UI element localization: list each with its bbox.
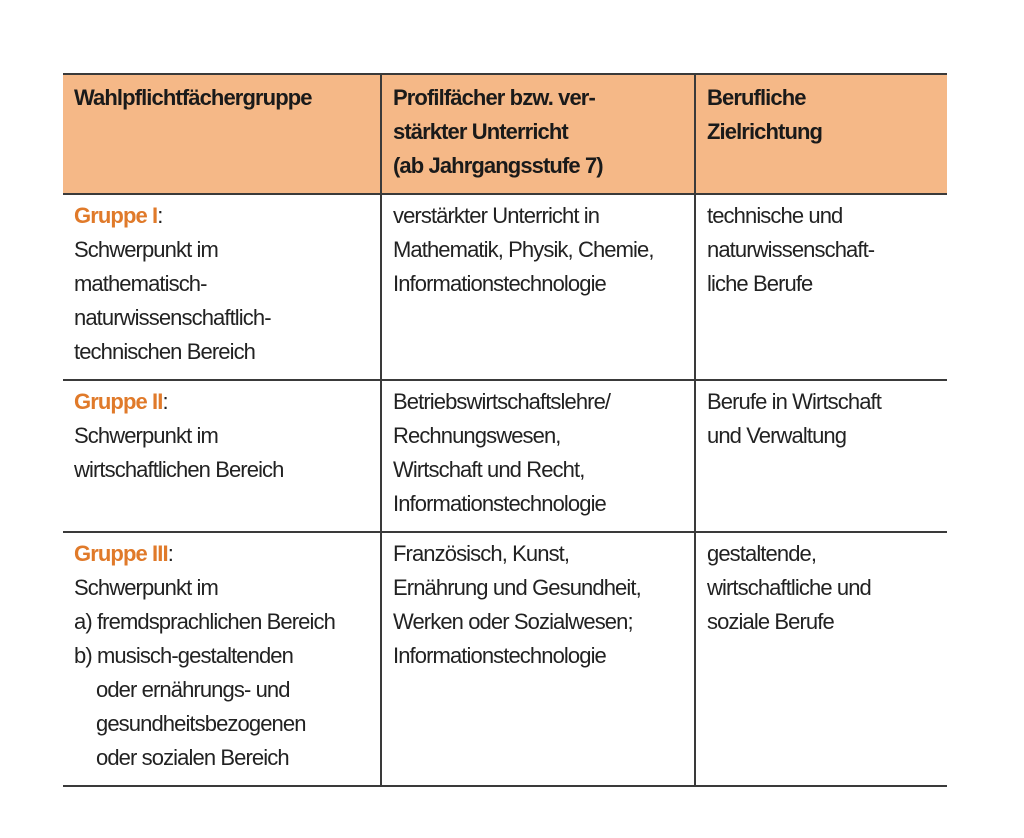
cell-text-line: Schwerpunkt im: [74, 423, 218, 448]
cell-text-line: und Verwaltung: [707, 423, 847, 448]
cell-text-line: Ernährung und Gesundheit,: [393, 575, 641, 600]
cell-text-line: naturwissenschaftlich-: [74, 305, 271, 330]
header-text-line: (ab Jahrgangsstufe 7): [393, 153, 603, 178]
subjects-cell: [381, 532, 695, 786]
header-group: [63, 74, 381, 194]
cell-text-line: Französisch, Kunst,: [393, 541, 570, 566]
cell-text-line: gesundheitsbezogenen: [96, 711, 306, 736]
cell-text-line: oder ernährungs- und: [96, 677, 290, 702]
group-label: Gruppe I:: [74, 203, 163, 228]
cell-text-line: Informationstechnologie: [393, 643, 606, 668]
table-row: [63, 380, 947, 532]
cell-text-line: Schwerpunkt im: [74, 237, 218, 262]
group-cell: [63, 194, 381, 380]
cell-text-line: verstärkter Unterricht in: [393, 203, 600, 228]
careers-cell: [695, 194, 947, 380]
cell-text-line: liche Berufe: [707, 271, 813, 296]
cell-text-line: Informationstechnologie: [393, 271, 606, 296]
careers-cell: [695, 380, 947, 532]
header-text-line: Zielrichtung: [707, 119, 823, 144]
cell-text-line: naturwissenschaft-: [707, 237, 875, 262]
cell-text-line: wirtschaftliche und: [707, 575, 871, 600]
table-header-row: [63, 74, 947, 194]
cell-text-line: Wirtschaft und Recht,: [393, 457, 585, 482]
cell-text-line: b) musisch-gestaltenden: [74, 643, 293, 668]
cell-text-line: gestaltende,: [707, 541, 817, 566]
cell-text-line: Berufe in Wirtschaft: [707, 389, 881, 414]
cell-text-line: technische und: [707, 203, 843, 228]
cell-text-line: wirtschaftlichen Bereich: [74, 457, 284, 482]
group-cell: [63, 380, 381, 532]
cell-text-line: mathematisch-: [74, 271, 207, 296]
school-subject-groups-table: [63, 73, 947, 787]
header-text-line: Profilfächer bzw. ver-: [393, 85, 595, 110]
cell-text-line: Werken oder Sozialwesen;: [393, 609, 633, 634]
group-label: Gruppe III:: [74, 541, 173, 566]
subjects-cell: [381, 194, 695, 380]
cell-text-line: soziale Berufe: [707, 609, 834, 634]
table-row: [63, 532, 947, 786]
table-row: [63, 194, 947, 380]
cell-text-line: technischen Bereich: [74, 339, 256, 364]
group-cell: [63, 532, 381, 786]
header-careers: [695, 74, 947, 194]
header-subjects: [381, 74, 695, 194]
header-text: Wahlpflichtfächergruppe: [74, 85, 312, 110]
cell-text-line: Rechnungswesen,: [393, 423, 561, 448]
cell-text-line: Schwerpunkt im: [74, 575, 218, 600]
subjects-cell: [381, 380, 695, 532]
cell-text-line: a) fremdsprachlichen Bereich: [74, 609, 335, 634]
cell-text-line: Betriebswirtschaftslehre/: [393, 389, 611, 414]
careers-cell: [695, 532, 947, 786]
cell-text-line: oder sozialen Bereich: [96, 745, 289, 770]
header-text-line: stärkter Unterricht: [393, 119, 568, 144]
cell-text-line: Mathematik, Physik, Chemie,: [393, 237, 654, 262]
cell-text-line: Informationstechnologie: [393, 491, 606, 516]
group-label: Gruppe II:: [74, 389, 168, 414]
header-text-line: Berufliche: [707, 85, 806, 110]
